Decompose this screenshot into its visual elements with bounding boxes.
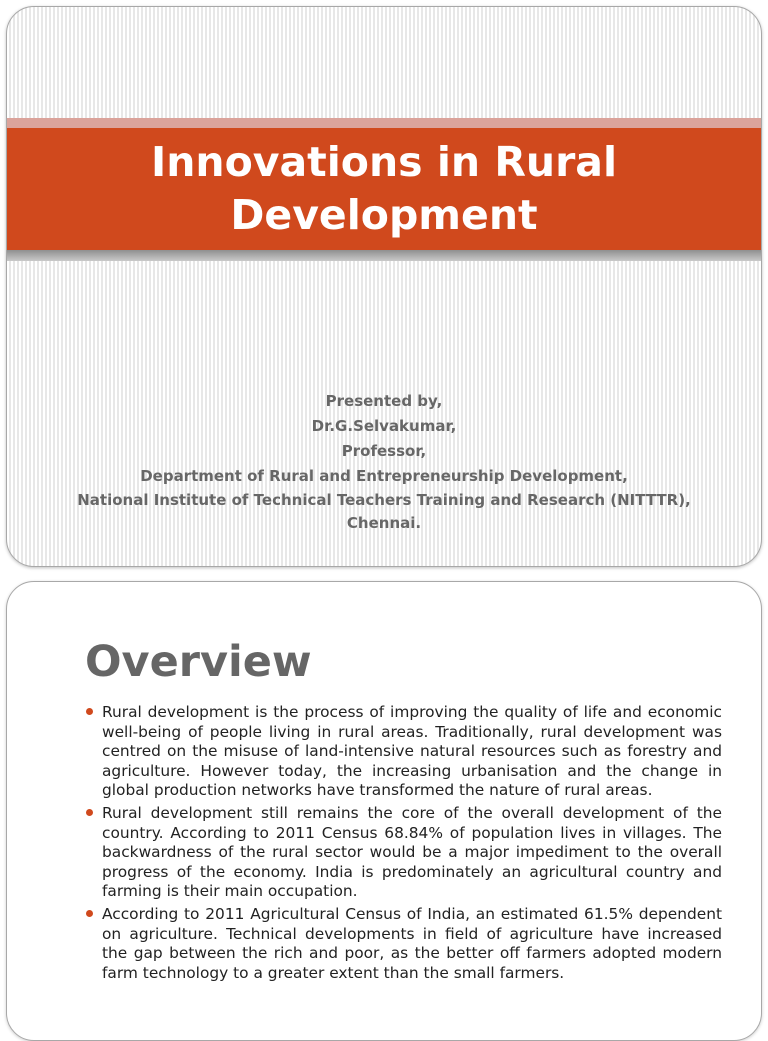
slide-title: Innovations in Rural Development (150, 138, 618, 239)
bullet-dot-icon (86, 910, 93, 917)
overview-bullet-list (102, 703, 722, 986)
title-band-bottom-stripe (7, 250, 761, 261)
presenter-institute: National Institute of Technical Teachers Training and Research (NITTTR), Chennai. (77, 491, 696, 532)
overview-slide (6, 581, 762, 1041)
list-item (102, 703, 722, 801)
bullet-dot-icon (86, 708, 93, 715)
bullet-text: Rural development is the process of improving the quality of life and economic well-being of people living in rural areas. Traditionally, rural development was centred on the misuse of land-intensive natural resources such as forestry and agriculture. However today, the increasing urbanisation and the change in global production networks have transformed the nature of rural areas. (102, 703, 722, 800)
bullet-dot-icon (86, 809, 93, 816)
bullet-text: Rural development still remains the core of the overall development of the country. According to 2011 Census 68.84% of population lives in villages. The backwardness of the rural sector would be a major impediment to the overall progress of the economy. India is predominately an agricultural country and farming is their main occupation. (102, 803, 722, 901)
list-item (102, 905, 722, 983)
overview-heading: Overview (85, 637, 312, 687)
title-band (7, 128, 761, 250)
presenter-department: Department of Rural and Entrepreneurship Development, (140, 467, 628, 485)
presenter-name: Dr.G.Selvakumar, (311, 417, 457, 435)
presented-by-line: Presented by, (325, 392, 443, 410)
bullet-text: According to 2011 Agricultural Census of India, an estimated 61.5% dependent on agriculture. Technical developments in field of agriculture have increased the gap between the rich and poor, as the better off farmers adopted modern farm technology to a greater extent than the small farmers. (102, 904, 722, 982)
presenter-info (47, 389, 721, 535)
list-item (102, 804, 722, 902)
title-slide (6, 6, 762, 567)
presenter-designation: Professor, (341, 442, 427, 460)
title-band-top-stripe (7, 118, 761, 128)
